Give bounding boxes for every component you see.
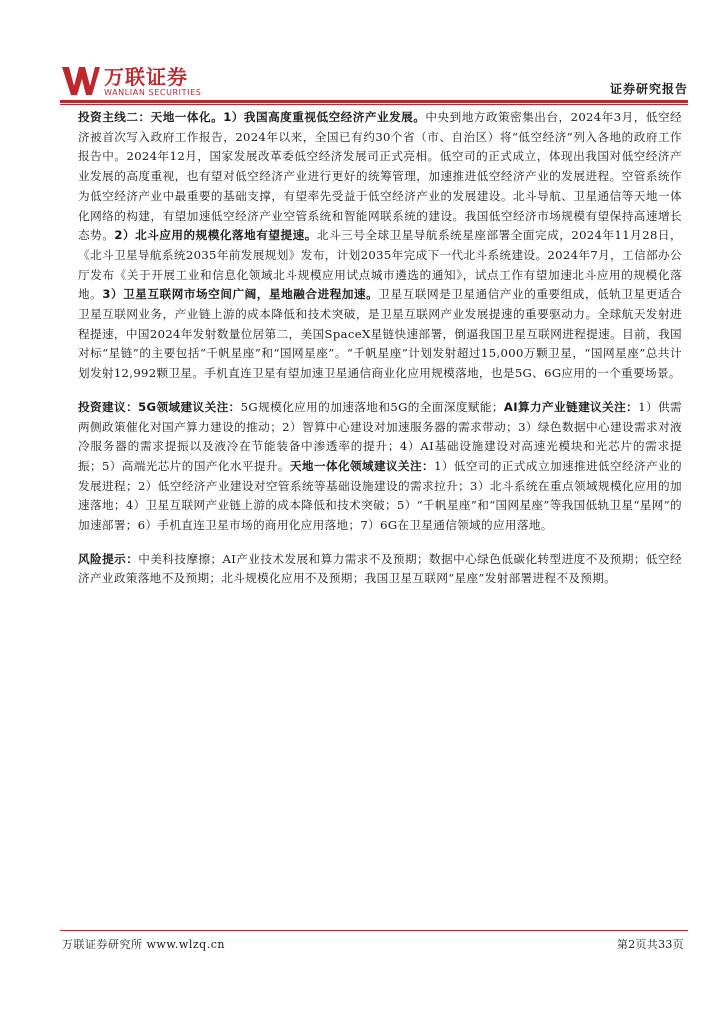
- theme-subheading-2: 2）北斗应用的规模化落地有望提速。: [114, 228, 317, 243]
- theme-text-1: 中央到地方政策密集出台，2024年3月，低空经济被首次写入政府工作报告，2024年以来，全国已有约30个省（市、自治区）将“低空经济”列入各地的政府工作报告中。2024年12月，国家发展改革委低空经济发展司正式亮相。低空司的正式成立，体现出我国对低空经济产业发展的高度重视，也有望对低空经济产业进行更好的统筹管理，加速推进低空经济产业的发展进程。空管系统作为低空经济产业中最重要的基础支撑，有望率先受益于低空经济产业的发展建设。北斗导航、卫星通信等天地一体化网络的构建，有望加速低空经济产业空管系统和智能网联系统的建设。我国低空经济市场规模有望保持高速增长态势。: [78, 110, 682, 243]
- footer-source: 万联证券研究所 www.wlzq.cn: [62, 938, 225, 951]
- advice-text-3: 1）低空司的正式成立加速推进低空经济产业的发展进程；2）低空经济产业建设对空管系统等基础设施建设的需求拉升；3）北斗系统在重点领域规模化应用的加速落地；4）卫星互联网产业链上游的成本降低和技术突破；5）“千帆星座”和“国网星座”等我国低轨卫星“星网”的加速部署；6）手机直连卫星市场的商用化应用落地；7）6G在卫星通信领域的应用落地。: [78, 458, 683, 533]
- advice-text-2: 1）供需两侧政策催化对国产算力建设的推动；2）智算中心建设对加速服务器的需求带动；3）绿色数据中心建设需求对液冷服务器的需求提振以及液冷在节能装备中渗透率的提升；4）AI基础设施建设对高速光模块和光芯片的需求提振；5）高端光芯片的国产化水平提升。: [78, 399, 682, 473]
- paragraph-risk-warning: [78, 550, 682, 589]
- header-divider-thin: [60, 104, 688, 105]
- footer-divider: [60, 930, 688, 931]
- header-divider: [60, 100, 688, 103]
- theme-text-3: 卫星互联网是卫星通信产业的重要组成，低轨卫星更适合卫星互联网业务，产业链上游的成本降低和技术突破，是卫星互联网产业发展提速的重要驱动力。全球航天发射进程提速，中国2024年发射数量位居第二，美国SpaceX星链快速部署，倒逼我国卫星互联网进程提速。目前，我国对标“星链”的主要包括“千帆星座”和“国网星座”。“千帆星座”计划发射超过15,000万颗卫星，“国网星座”总共计划发射12,992颗卫星。手机直连卫星有望加速卫星通信商业化应用规模落地，也是5G、6G应用的一个重要场景。: [78, 287, 682, 381]
- paragraph-investment-advice: [78, 398, 682, 536]
- report-type-label: 证券研究报告: [609, 82, 688, 96]
- advice-heading: 投资建议：5G领域建议关注：: [78, 399, 241, 414]
- page-number: 第2页共33页: [616, 938, 684, 951]
- advice-subheading-3: 天地一体化领域建议关注：: [289, 458, 435, 473]
- theme-subheading-3: 3）卫星互联网市场空间广阔，星地融合进程加速。: [102, 287, 379, 302]
- paragraph-investment-theme-2: [78, 108, 682, 384]
- theme-heading: 投资主线二：天地一体化。1）我国高度重视低空经济产业发展。: [78, 110, 426, 124]
- brand-name-cn: 万联证券: [104, 65, 188, 89]
- advice-text-1: 5G规模化应用的加速落地和5G的全面深度赋能；: [240, 399, 504, 414]
- page-header: [0, 0, 724, 110]
- brand-name-en: WANLIAN SECURITIES: [104, 88, 202, 97]
- risk-text: 中美科技摩擦；AI产业技术发展和算力需求不及预期；数据中心绿色低碳化转型进度不及预期；低空经济产业政策落地不及预期；北斗规模化应用不及预期；我国卫星互联网“星座”发射部署进程不及预期。: [78, 551, 682, 586]
- theme-text-2: 北斗三号全球卫星导航系统星座部署全面完成，2024年11月28日，《北斗卫星导航系统2035年前发展规划》发布，计划2035年完成下一代北斗系统建设。2024年7月，工信部办公厅发布《关于开展工业和信息化领域北斗规模应用试点城市遴选的通知》，试点工作有望加速北斗应用的规模化落地。: [78, 228, 682, 302]
- risk-heading: 风险提示：: [78, 551, 139, 566]
- brand-logo: [60, 64, 210, 98]
- wanlian-logo-icon: [60, 64, 100, 98]
- report-body: [78, 108, 682, 599]
- advice-subheading-2: AI算力产业链建议关注：: [503, 399, 639, 414]
